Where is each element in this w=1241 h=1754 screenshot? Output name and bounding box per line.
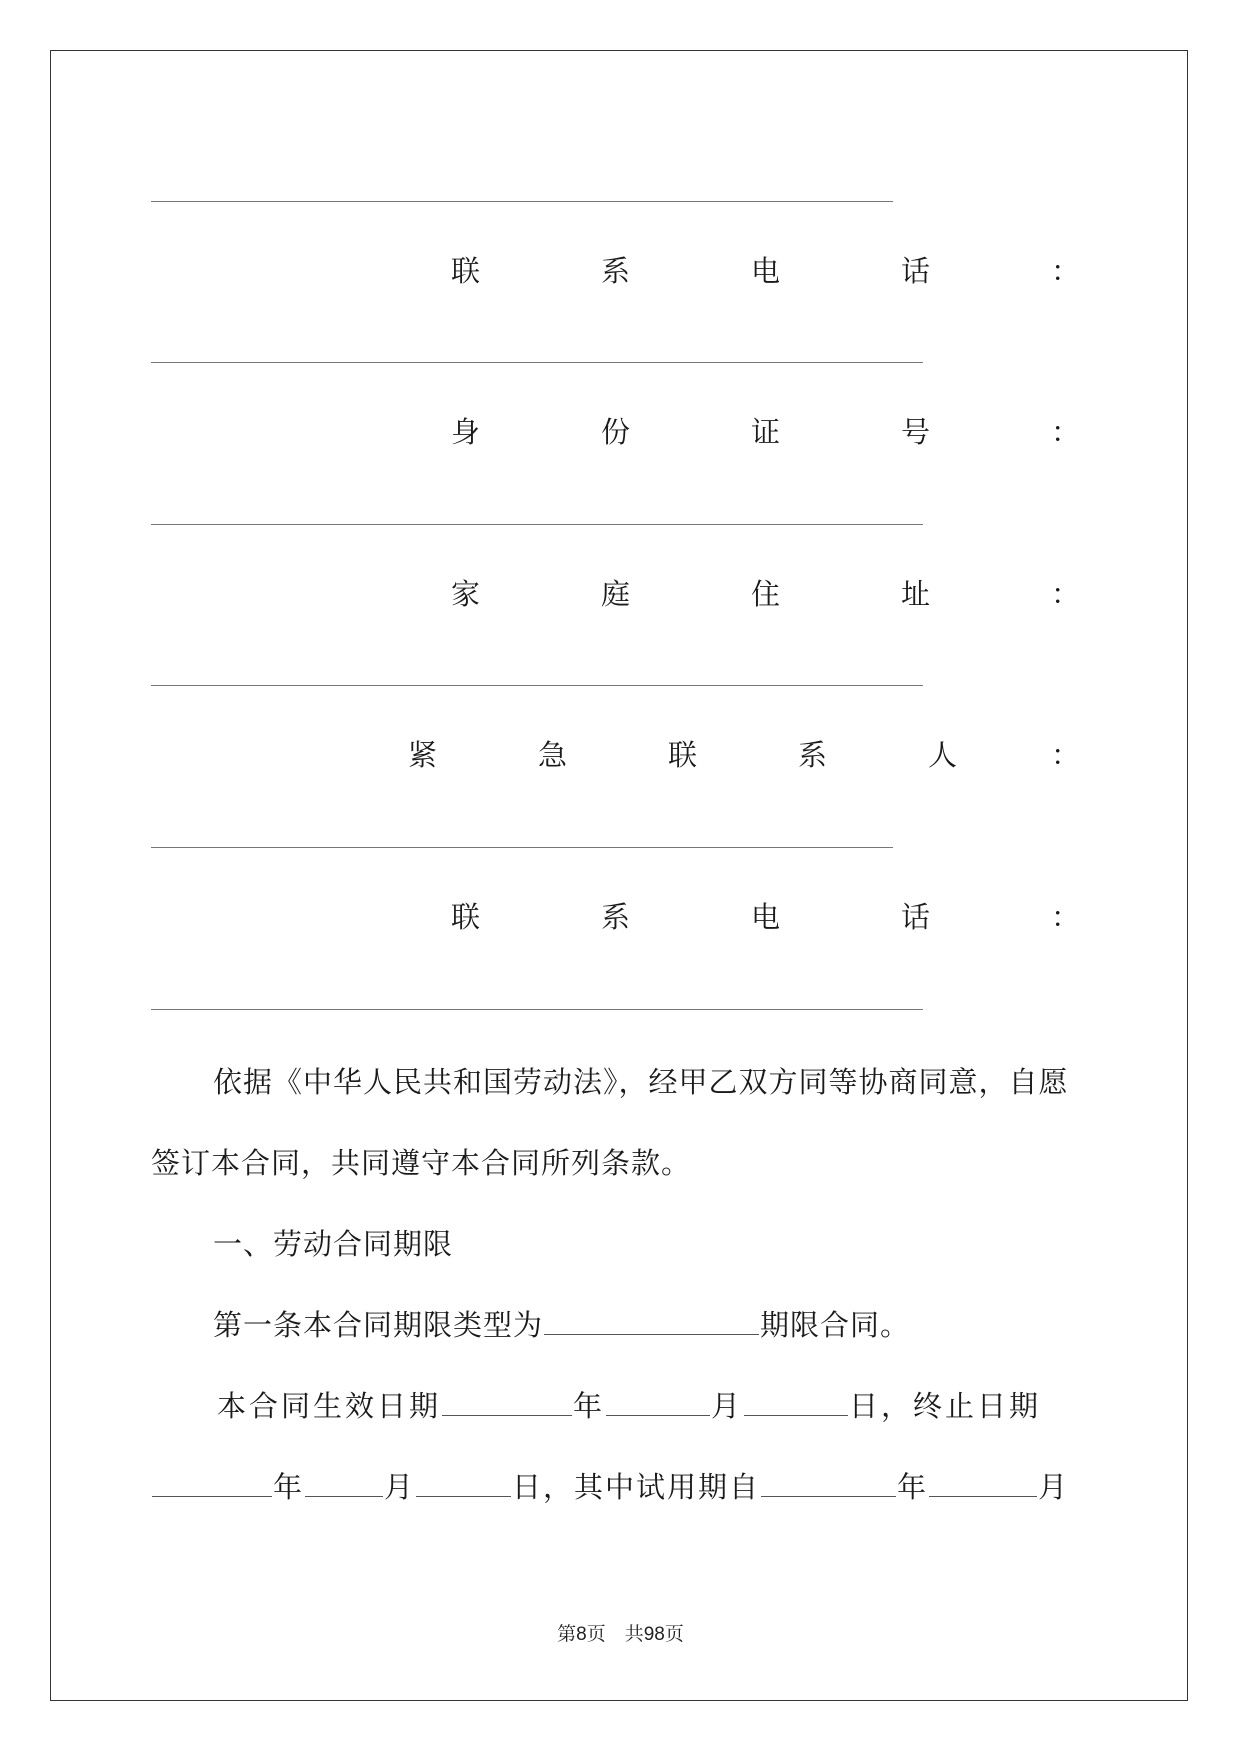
label-char: 电 bbox=[751, 254, 781, 288]
day-end-label: 日，终止日期 bbox=[849, 1389, 1042, 1423]
label-char: 电 bbox=[751, 900, 781, 934]
field-label-phone bbox=[151, 251, 1082, 291]
page-footer bbox=[0, 1621, 1241, 1648]
label-char: 人 bbox=[928, 738, 958, 772]
effective-date-line bbox=[151, 1386, 1152, 1426]
section-title: 一、劳动合同期限 bbox=[213, 1227, 454, 1261]
clause-1-prefix: 第一条本合同期限类型为 bbox=[213, 1308, 544, 1342]
page-prefix: 第 bbox=[557, 1623, 577, 1645]
blank-end-year bbox=[152, 1470, 272, 1497]
label-colon: ： bbox=[1051, 577, 1081, 611]
field-underline bbox=[151, 685, 923, 686]
month-label: 月 bbox=[384, 1470, 416, 1504]
label-colon: ： bbox=[1051, 254, 1081, 288]
field-label-home-address bbox=[151, 574, 1082, 614]
label-char: 证 bbox=[751, 415, 781, 449]
blank-month bbox=[606, 1389, 710, 1416]
field-underline bbox=[151, 847, 893, 848]
month-label: 月 bbox=[1038, 1470, 1070, 1504]
blank-end-day bbox=[416, 1470, 511, 1497]
page-frame bbox=[50, 50, 1188, 1701]
clause-1-suffix: 期限合同。 bbox=[760, 1308, 911, 1342]
label-char: 紧 bbox=[408, 738, 438, 772]
blank-trial-year bbox=[761, 1470, 896, 1497]
label-char: 住 bbox=[751, 577, 781, 611]
label-char: 联 bbox=[451, 900, 481, 934]
label-char: 号 bbox=[901, 415, 931, 449]
effective-prefix: 本合同生效日期 bbox=[217, 1389, 442, 1423]
blank-trial-month bbox=[929, 1470, 1037, 1497]
clause-1 bbox=[151, 1305, 1148, 1345]
end-and-trial-line bbox=[151, 1467, 1086, 1507]
intro-paragraph-line2: 签订本合同，共同遵守本合同所列条款。 bbox=[151, 1146, 692, 1180]
page-mid: 页 共 bbox=[586, 1623, 644, 1645]
label-char: 家 bbox=[451, 577, 481, 611]
page-total: 98 bbox=[643, 1624, 665, 1645]
label-char: 系 bbox=[601, 254, 631, 288]
label-char: 身 bbox=[451, 415, 481, 449]
label-char: 份 bbox=[601, 415, 631, 449]
blank-day bbox=[744, 1389, 848, 1416]
page-number: 8 bbox=[576, 1624, 587, 1645]
blank-year bbox=[442, 1389, 572, 1416]
intro-paragraph-line1: 依据《中华人民共和国劳动法》，经甲乙双方同等协商同意，自愿 bbox=[213, 1065, 1069, 1099]
blank-end-month bbox=[305, 1470, 383, 1497]
year-label: 年 bbox=[897, 1470, 929, 1504]
label-char: 联 bbox=[451, 254, 481, 288]
month-label: 月 bbox=[711, 1389, 744, 1423]
label-colon: ： bbox=[1051, 415, 1081, 449]
field-underline bbox=[151, 362, 923, 363]
label-char: 庭 bbox=[601, 577, 631, 611]
field-underline bbox=[151, 201, 893, 202]
label-char: 系 bbox=[601, 900, 631, 934]
blank-term-type bbox=[544, 1308, 759, 1335]
year-label: 年 bbox=[573, 1389, 606, 1423]
label-char: 话 bbox=[901, 900, 931, 934]
label-colon: ： bbox=[1051, 738, 1081, 772]
field-label-id-number bbox=[151, 412, 1082, 452]
label-char: 系 bbox=[798, 738, 828, 772]
label-char: 话 bbox=[901, 254, 931, 288]
field-underline bbox=[151, 524, 923, 525]
label-char: 急 bbox=[538, 738, 568, 772]
year-label: 年 bbox=[273, 1470, 305, 1504]
field-label-phone-2 bbox=[151, 897, 1082, 937]
label-char: 址 bbox=[901, 577, 931, 611]
label-colon: ： bbox=[1051, 900, 1081, 934]
day-trial-label: 日，其中试用期自 bbox=[512, 1470, 761, 1504]
field-underline bbox=[151, 1009, 923, 1010]
page-suffix: 页 bbox=[664, 1623, 684, 1645]
label-char: 联 bbox=[668, 738, 698, 772]
field-label-emergency-contact bbox=[151, 735, 1082, 775]
